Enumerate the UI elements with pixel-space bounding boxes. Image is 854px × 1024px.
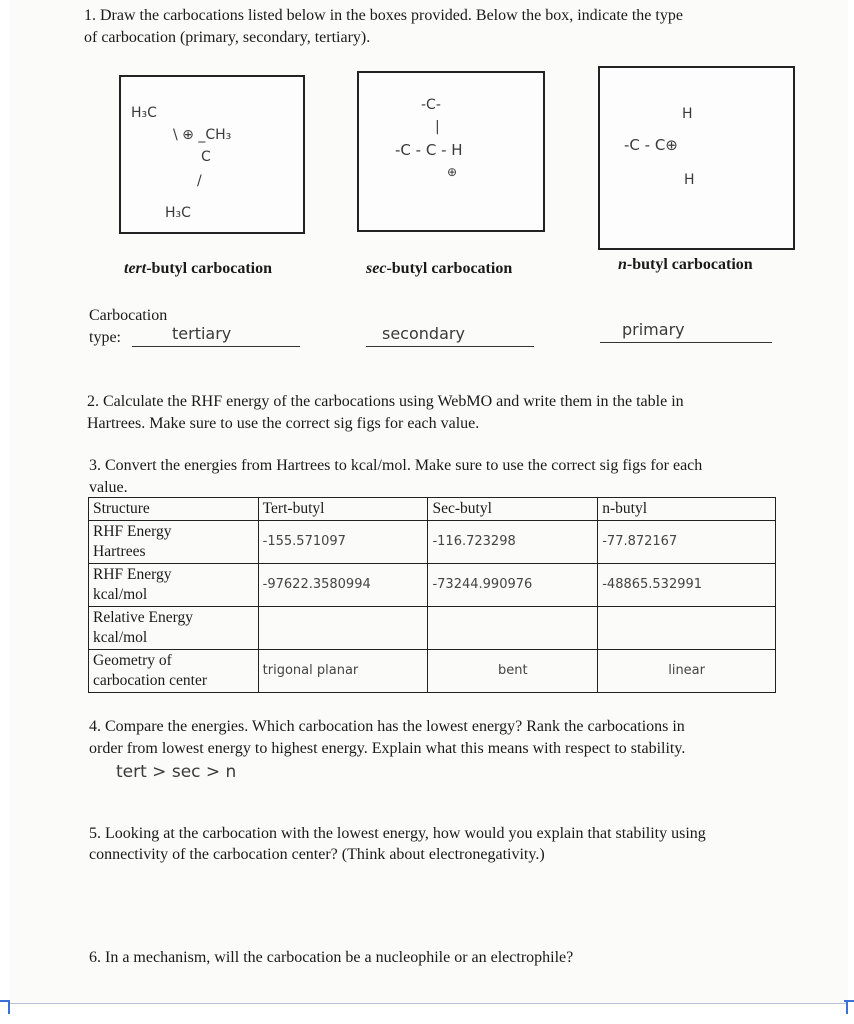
table-row	[89, 521, 776, 564]
q3-line1: 3. Convert the energies from Hartrees to kcal/mol. Make sure to use the correct sig figs for each	[89, 457, 703, 474]
sec-drawing-line3: -C - C - H	[395, 141, 463, 159]
type-answer-line-1	[132, 346, 300, 347]
crop-corner-left-v	[8, 1000, 10, 1014]
n-drawing-line3: H	[684, 172, 695, 188]
q1-line1: 1. Draw the carbocations listed below in the boxes provided. Below the box, indicate the type	[84, 7, 683, 24]
tert-butyl-drawing-box	[119, 75, 305, 234]
table-cell: linear	[598, 650, 776, 693]
sec-butyl-drawing-box	[357, 71, 545, 232]
crop-corner-right-v	[846, 1000, 848, 1014]
table-header: Structure	[89, 498, 259, 521]
tert-butyl-label: tert-butyl carbocation	[124, 260, 272, 277]
type-answer-line-3	[600, 342, 772, 343]
table-cell	[598, 607, 776, 650]
sec-drawing-line1: -C-	[421, 97, 441, 113]
table-row	[89, 650, 776, 693]
row-label: Geometry of carbocation center	[89, 650, 259, 693]
q5-line1: 5. Looking at the carbocation with the lowest energy, how would you explain that stability using	[89, 825, 706, 842]
sec-drawing-line4: ⊕	[447, 165, 458, 179]
q2-line1: 2. Calculate the RHF energy of the carbocations using WebMO and write them in the table in	[87, 393, 684, 410]
q3-line2: value.	[89, 479, 128, 496]
q5-line2: connectivity of the carbocation center? (Think about electronegativity.)	[89, 846, 545, 863]
type-answer-line-2	[366, 346, 534, 347]
energy-table	[88, 497, 776, 693]
table-header: n-butyl	[598, 498, 776, 521]
table-cell	[258, 607, 428, 650]
n-butyl-label: n-butyl carbocation	[618, 256, 753, 273]
n-drawing-line1: H	[682, 106, 693, 122]
type-answer-secondary: secondary	[382, 324, 465, 343]
table-cell: -155.571097	[258, 521, 428, 564]
n-drawing-line2: -C - C⊕	[624, 136, 678, 154]
row-label: RHF Energy kcal/mol	[89, 564, 259, 607]
n-butyl-drawing-box	[598, 66, 795, 250]
table-cell	[428, 607, 598, 650]
table-row	[89, 564, 776, 607]
table-header: Tert-butyl	[258, 498, 428, 521]
tert-drawing-line4: /	[197, 173, 202, 189]
table-cell: -48865.532991	[598, 564, 776, 607]
tert-drawing-line5: H₃C	[165, 205, 191, 221]
sec-drawing-line2: |	[435, 119, 440, 135]
sec-butyl-label: sec-butyl carbocation	[366, 260, 513, 277]
table-cell: trigonal planar	[258, 650, 428, 693]
row-label: RHF Energy Hartrees	[89, 521, 259, 564]
table-cell: bent	[428, 650, 598, 693]
table-cell: -77.872167	[598, 521, 776, 564]
table-header: Sec-butyl	[428, 498, 598, 521]
table-header-row	[89, 498, 776, 521]
row-label: Relative Energy kcal/mol	[89, 607, 259, 650]
q6-line1: 6. In a mechanism, will the carbocation be a nucleophile or an electrophile?	[89, 949, 574, 966]
q4-line2: order from lowest energy to highest energy. Explain what this means with respect to stability.	[89, 740, 686, 757]
table-cell: -73244.990976	[428, 564, 598, 607]
q4-line1: 4. Compare the energies. Which carbocation has the lowest energy? Rank the carbocations in	[89, 718, 685, 735]
table-cell: -116.723298	[428, 521, 598, 564]
tert-drawing-line1: H₃C	[131, 105, 157, 121]
q2-line2: Hartrees. Make sure to use the correct sig figs for each value.	[87, 415, 480, 432]
carbocation-type-label-2: type:	[89, 329, 121, 346]
tert-drawing-line2: \ ⊕ _CH₃	[173, 127, 232, 143]
q1-line2: of carbocation (primary, secondary, tertiary).	[84, 29, 371, 46]
table-row	[89, 607, 776, 650]
carbocation-type-label-1: Carbocation	[89, 307, 168, 324]
type-answer-primary: primary	[622, 320, 685, 339]
tert-drawing-line3: C	[201, 149, 211, 165]
type-answer-tertiary: tertiary	[172, 324, 232, 343]
q4-answer: tert > sec > n	[116, 762, 237, 782]
table-cell: -97622.3580994	[258, 564, 428, 607]
